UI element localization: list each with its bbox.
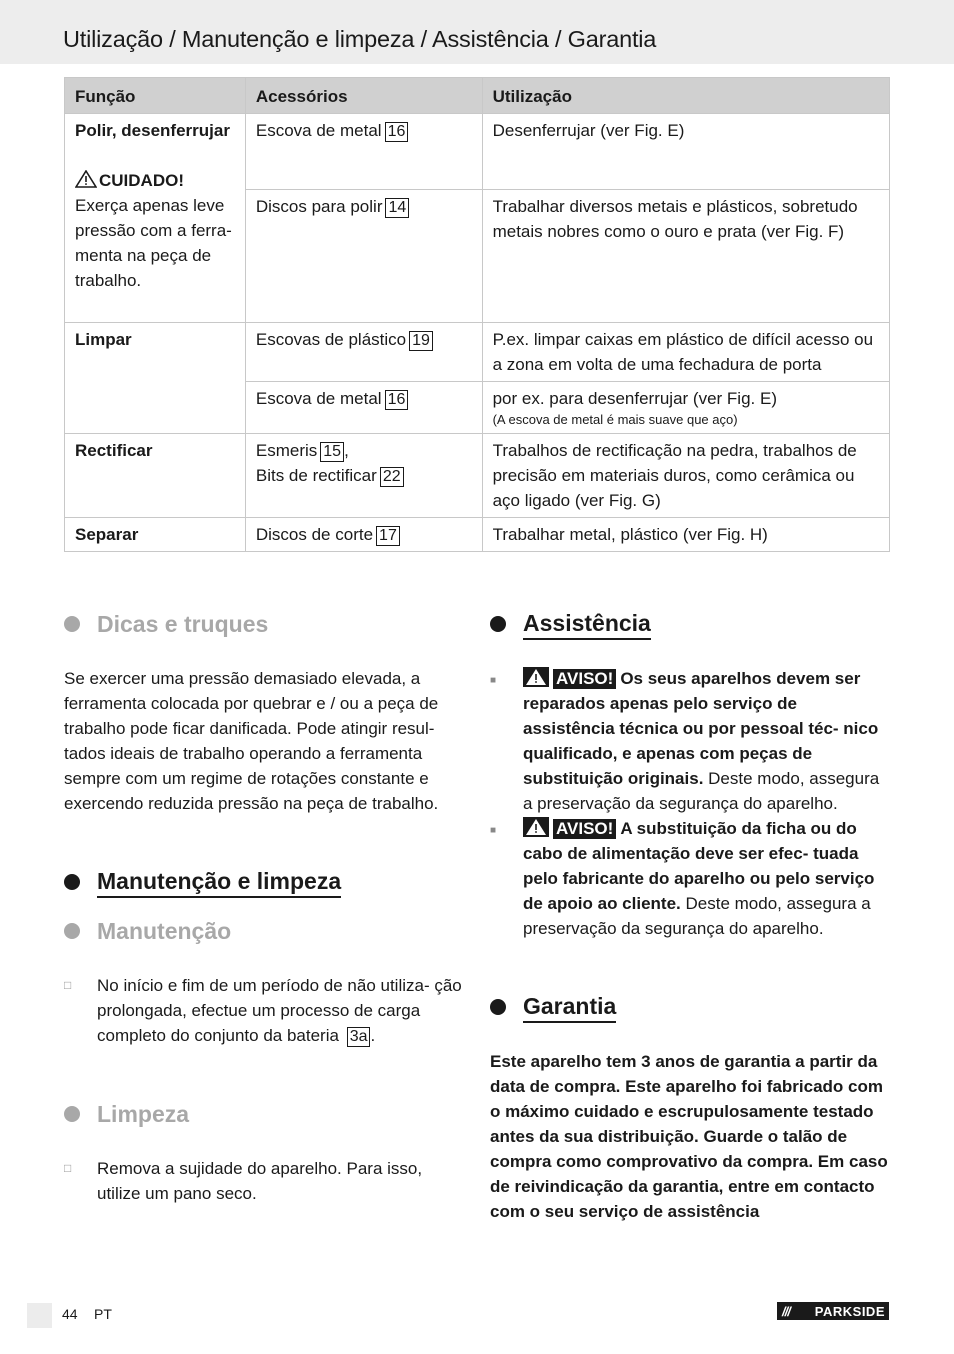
accessory-cell <box>245 323 482 382</box>
language-code: PT <box>94 1306 112 1322</box>
function-cell <box>65 114 246 323</box>
square-bullet-icon: □ <box>64 978 72 992</box>
circle-bullet-icon <box>64 874 80 890</box>
brand-name: PARKSIDE <box>814 1303 885 1319</box>
table-row <box>65 434 890 518</box>
accessory-label: Discos de corte <box>255 525 374 544</box>
header-function: Função <box>65 78 246 114</box>
header-accessories: Acessórios <box>245 78 482 114</box>
section-title: Manutenção <box>97 918 232 944</box>
right-column <box>490 608 890 1224</box>
tips-text: Se exercer uma pressão demasiado elevada, a ferramenta colocada por quebrar e / ou a peça de trabalho pode ficar danificada. Pode atingir resul- tados ideais de trabalho operando a ferramenta sempre com um regime de rotações constante e exercendo reduzida pressão na peça de trabalho. <box>64 669 439 813</box>
tips-heading <box>64 608 464 640</box>
header-usage: Utilização <box>482 78 889 114</box>
brand-mark: /// <box>782 1304 790 1319</box>
cleaning-text: Remova a sujidade do aparelho. Para isso, utilize um pano seco. <box>97 1159 423 1203</box>
assistance-heading <box>490 608 890 640</box>
usage-cell: Desenferrujar (ver Fig. E) <box>482 114 889 190</box>
table-header-row <box>65 78 890 114</box>
warranty-text: Este aparelho tem 3 anos de garantia a partir da data de compra. Este aparelho foi fabricado com o máximo cuidado e escrupulosamente testado antes da sua distribuição. Guarde o talão de compra como comprovativo da compra. Em caso de reivindicação da garantia, entre em contacto com o seu serviço de assistência <box>490 1052 888 1221</box>
accessory-label: Esmeris <box>255 441 318 460</box>
table-row <box>65 323 890 382</box>
square-bullet-icon: □ <box>64 1161 72 1175</box>
accessory-cell <box>245 382 482 434</box>
section-title: Limpeza <box>97 1101 190 1127</box>
circle-bullet-icon <box>490 999 506 1015</box>
part-number-box: 3a <box>347 1027 371 1047</box>
accessory-cell <box>245 518 482 552</box>
warning-triangle-icon <box>75 170 97 188</box>
part-number-box: 17 <box>376 526 400 546</box>
warning-bold-text: Os seus aparelhos devem ser reparados apenas pelo serviço de assistência técnica ou por pessoal téc- nico qualificado, e apenas com peças de substituição originais. <box>523 669 879 788</box>
caution-label: CUIDADO! <box>99 171 184 190</box>
warranty-heading <box>490 991 890 1023</box>
accessory-label: Bits de rectificar <box>255 466 377 485</box>
accessory-label: Escova de metal <box>255 121 382 140</box>
square-bullet-icon: ■ <box>490 825 497 836</box>
part-number-box: 19 <box>409 331 433 351</box>
warning-badge: AVISO! <box>553 819 616 839</box>
part-number-box: 15 <box>320 442 344 462</box>
separator: , <box>344 441 349 460</box>
accessory-cell <box>245 190 482 323</box>
accessory-cell <box>245 114 482 190</box>
section-title: Garantia <box>523 991 616 1023</box>
function-table <box>64 77 890 552</box>
list-item <box>490 816 890 941</box>
circle-bullet-icon <box>64 1106 80 1122</box>
function-label: Polir, desenferrujar <box>75 121 230 140</box>
maintenance-text <box>97 973 464 1048</box>
warning-badge: AVISO! <box>553 669 616 689</box>
function-cell: Separar <box>65 518 246 552</box>
assistance-item-1 <box>523 666 890 816</box>
list-item <box>64 1156 464 1206</box>
usage-text: por ex. para desenferrujar (ver Fig. E) <box>492 389 777 408</box>
usage-cell <box>482 382 889 434</box>
usage-cell: Trabalhar diversos metais e plásticos, sobretudo metais nobres como o ouro e prata (ver Fig. F) <box>482 190 889 323</box>
warning-text: Deste modo, assegura a preservação da segurança do aparelho. <box>523 769 880 813</box>
page-number: 44 <box>62 1306 78 1322</box>
accessory-cell <box>245 434 482 518</box>
accessory-label: Discos para polir <box>255 197 383 217</box>
table-row <box>65 114 890 190</box>
caution-heading <box>75 168 236 193</box>
section-title: Manutenção e limpeza <box>97 866 341 898</box>
circle-bullet-icon <box>490 616 506 632</box>
part-number-box: 14 <box>385 198 409 218</box>
parkside-logo <box>777 1302 889 1320</box>
left-column <box>64 608 464 1206</box>
part-number-box: 16 <box>385 390 409 410</box>
circle-bullet-icon <box>64 923 80 939</box>
maintenance-heading <box>64 915 464 947</box>
warning-triangle-icon <box>523 667 549 687</box>
page-title: Utilização / Manutenção e limpeza / Assistência / Garantia <box>63 26 657 52</box>
list-item <box>64 973 464 1048</box>
usage-cell: Trabalhos de rectificação na pedra, trabalhos de precisão em materiais duros, como cerâmica ou aço ligado (ver Fig. G) <box>482 434 889 518</box>
warning-triangle-icon <box>523 817 549 837</box>
maintenance-sentence: No início e fim de um período de não utiliza- ção prolongada, efectue um processo de carga completo do conjunto da bateria <box>97 976 462 1045</box>
usage-cell: Trabalhar metal, plástico (ver Fig. H) <box>482 518 889 552</box>
part-number-box: 22 <box>380 467 404 487</box>
footer-marker <box>27 1303 52 1328</box>
caution-text: Exerça apenas leve pressão com a ferra- menta na peça de trabalho. <box>75 196 232 290</box>
cleaning-heading <box>64 1098 464 1130</box>
accessory-label: Escovas de plástico <box>255 330 407 349</box>
part-number-box: 16 <box>385 122 409 142</box>
accessory-label: Escova de metal <box>255 389 382 408</box>
usage-cell: P.ex. limpar caixas em plástico de difícil acesso ou a zona em volta de uma fechadura de porta <box>482 323 889 382</box>
function-cell: Limpar <box>65 323 246 434</box>
function-cell: Rectificar <box>65 434 246 518</box>
usage-note: (A escova de metal é mais suave que aço) <box>492 412 738 427</box>
circle-bullet-icon <box>64 616 80 632</box>
section-title: Dicas e truques <box>97 611 269 637</box>
table-row <box>65 518 890 552</box>
list-item <box>490 666 890 816</box>
warning-bold-text: A substituição da ficha ou do cabo de alimentação deve ser efec- tuada pelo fabricante do aparelho ou pelo serviço de apoio ao cliente. <box>523 819 875 913</box>
warning-text: Deste modo, assegura a preservação da segurança do aparelho. <box>523 894 871 938</box>
square-bullet-icon: ■ <box>490 675 497 686</box>
assistance-item-2 <box>523 816 890 941</box>
sentence-end: . <box>370 1026 376 1045</box>
section-title: Assistência <box>523 608 651 640</box>
maintenance-cleaning-heading <box>64 866 464 898</box>
